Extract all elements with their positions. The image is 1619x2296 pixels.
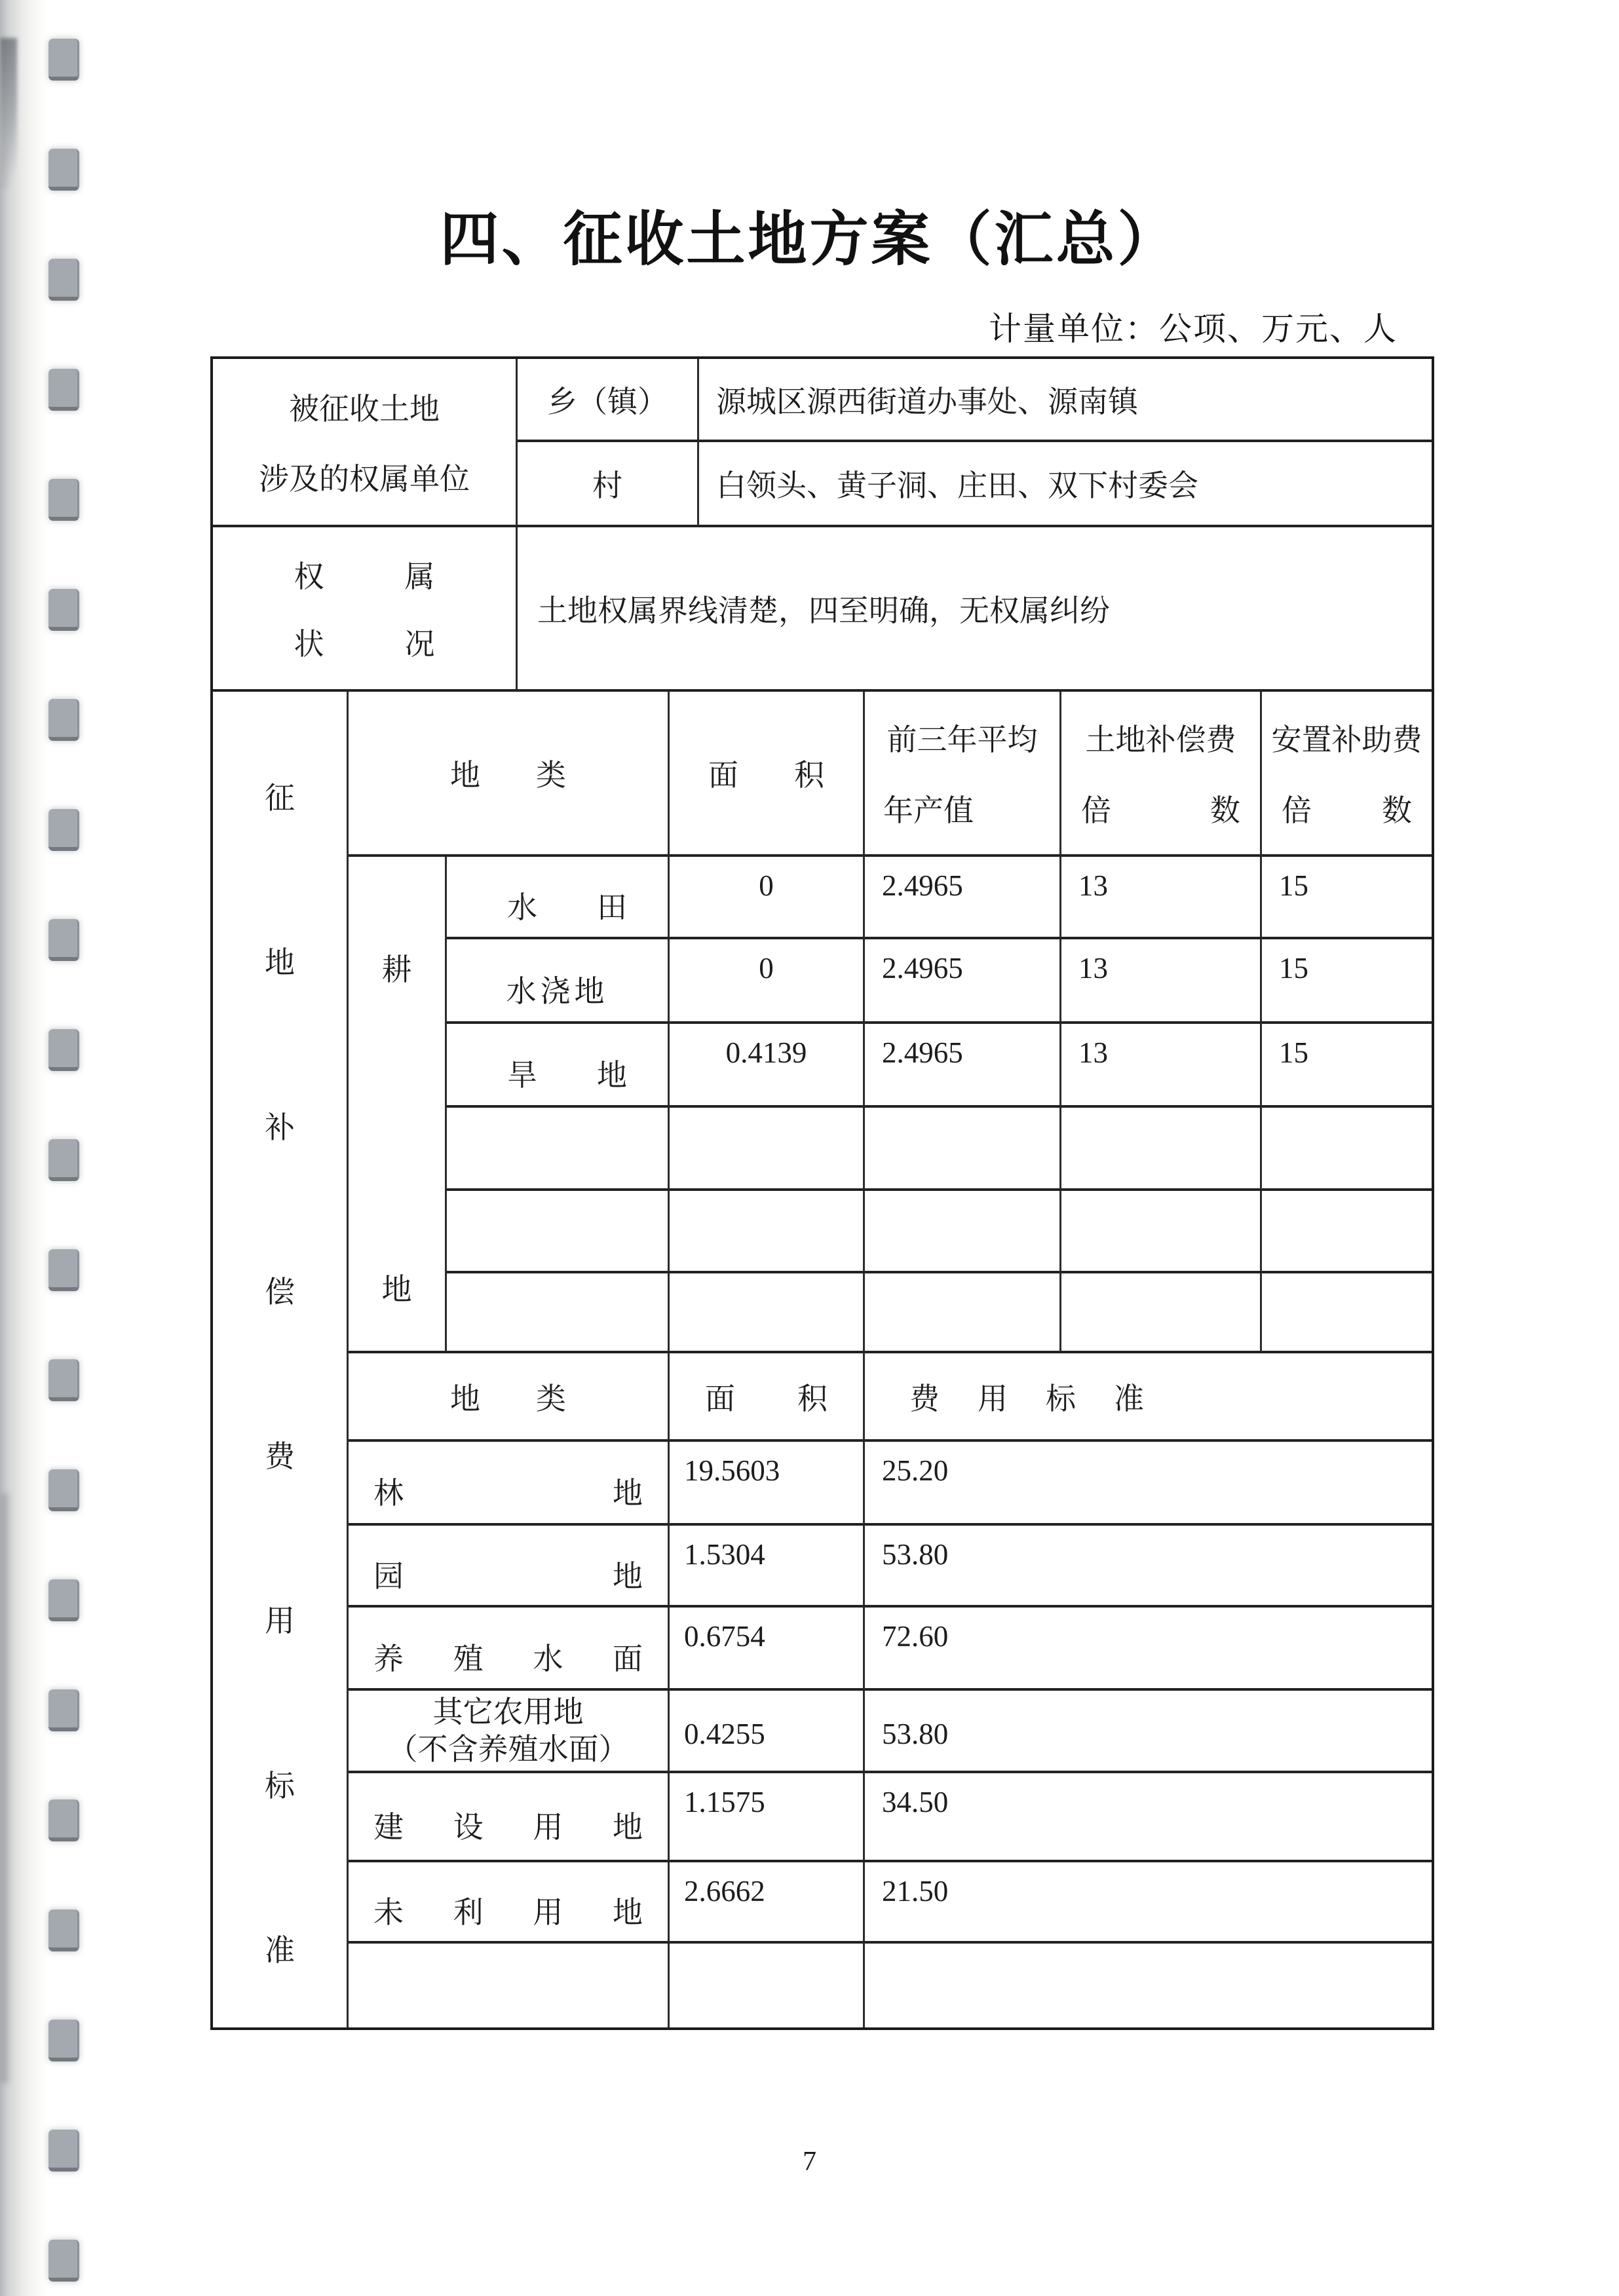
binder-hole [48,1249,79,1291]
binder-hole [48,1469,79,1511]
header-resettle-cell [1262,692,1432,857]
fee-row-empty-label [349,1944,670,2027]
spine-label-cell [213,692,349,2027]
fee-row-forest-fee: 25.20 [865,1442,1432,1526]
land-acquisition-summary-table [210,356,1434,2030]
empty-row-2-type [447,1191,670,1273]
empty-row-3-resettle-multiple [1262,1273,1432,1353]
row-dry-land-multiple: 13 [1061,1024,1262,1108]
fee-row-other-agri-fee: 53.80 [865,1691,1432,1773]
tenure-status-line2: 状 况 [294,628,435,662]
tenure-status-value-cell [518,527,1432,692]
header-land-type-cell [349,692,670,857]
tenure-status-value: 土地权属界线清楚，四至明确，无权属纠纷 [537,593,1110,628]
empty-row-2-resettle-multiple [1262,1191,1432,1273]
cultivated-char: 地 [381,1273,412,1306]
header-avg-output-line1: 前三年平均 [886,723,1038,757]
binder-hole [48,2020,79,2061]
binder-hole [48,919,79,961]
fee-header-land-type: 地 类 [450,1382,566,1416]
fee-row-construction-fee: 34.50 [865,1773,1432,1862]
fee-header-standard-cell [865,1353,1432,1442]
spine-char: 偿 [265,1275,295,1309]
empty-row-3-type [447,1273,670,1353]
binder-hole [48,1910,79,1951]
header-avg-output-cell [865,692,1061,857]
empty-row-2-output [865,1191,1061,1273]
empty-row-3-land-multiple [1061,1273,1262,1353]
multiple-right-char: 数 [1382,794,1412,827]
fee-row-unused-label: 未 利 用 地 [373,1896,643,1929]
fee-row-unused-label-cell [349,1862,670,1944]
row-dry-label: 旱 地 [507,1059,627,1092]
multiple-right-char: 数 [1210,794,1240,827]
fee-row-other-agri-label-line2: （不含养殖水面） [387,1733,629,1766]
fee-row-forest-area: 19.5603 [670,1442,865,1526]
cultivated-char: 耕 [381,953,412,987]
row-paddy-output: 2.4965 [865,857,1061,939]
fee-row-orchard-label: 园 地 [373,1559,643,1593]
empty-row-1-land-multiple [1061,1108,1262,1191]
ownership-subject-line2: 涉及的权属单位 [259,462,470,496]
empty-row-2-area [670,1191,865,1273]
row-dry-label-cell [447,1024,670,1108]
row-paddy-label: 水 田 [507,891,627,924]
fee-row-orchard-fee: 53.80 [865,1526,1432,1608]
header-area: 面 积 [708,759,824,792]
fee-row-other-agri-label-line1: 其它农用地 [432,1695,584,1729]
header-avg-output-line2: 年产值 [883,794,974,827]
binder-hole [48,1799,79,1841]
fee-row-construction-label-cell [349,1773,670,1862]
page-number: 7 [803,2147,816,2177]
measurement-unit-note: 计量单位：公项、万元、人 [989,311,1398,347]
row-irrigated-label: 水浇地 [506,974,609,1008]
tenure-status-line1: 权 属 [294,559,435,593]
fee-row-forest-label-cell [349,1442,670,1526]
ownership-subject-line1: 被征收土地 [289,392,440,426]
fee-row-aquaculture-label: 养 殖 水 面 [373,1642,643,1676]
row-irrigated-label-cell [447,939,670,1024]
tenure-status-label-cell [213,527,518,692]
fee-header-area-cell [670,1353,865,1442]
header-resettle-title: 安置补助费 [1271,723,1422,757]
village-label-cell [518,442,699,527]
scan-smudge-bottom [0,1494,12,2083]
township-value-cell [699,359,1432,442]
header-land-comp-multiple [1061,787,1260,830]
header-land-comp-cell [1061,692,1262,857]
row-paddy-label-cell [447,857,670,939]
ownership-section [213,359,1432,692]
township-label: 乡（镇） [547,385,668,419]
row-irrigated-land-multiple: 13 [1061,939,1262,1024]
multiple-left-char: 倍 [1282,794,1312,827]
row-paddy-resettle-multiple: 15 [1262,857,1432,939]
binder-hole [48,1029,79,1071]
spine-char: 地 [265,946,295,980]
binder-hole [48,699,79,741]
spine-char: 补 [265,1110,295,1144]
row-dry-area: 0.4139 [670,1024,865,1108]
village-value-cell [699,442,1432,527]
binder-hole [48,1689,79,1731]
fee-row-construction-area: 1.1575 [670,1773,865,1862]
fee-row-aquaculture-area: 0.6754 [670,1608,865,1691]
fee-row-other-agri-label-cell [349,1691,670,1773]
fee-header-area: 面 积 [705,1382,828,1416]
fee-row-aquaculture-fee: 72.60 [865,1608,1432,1691]
binder-hole [48,479,79,521]
header-land-comp-title: 土地补偿费 [1085,723,1236,757]
empty-row-1-resettle-multiple [1262,1108,1432,1191]
empty-row-2-land-multiple [1061,1191,1262,1273]
row-paddy-area: 0 [670,857,865,939]
empty-row-1-type [447,1108,670,1191]
binder-hole [48,1359,79,1401]
binder-hole [48,809,79,851]
binder-hole [48,39,79,81]
empty-row-1-output [865,1108,1061,1191]
spine-char: 标 [265,1769,295,1803]
multiple-left-char: 倍 [1081,794,1111,827]
empty-row-1-area [670,1108,865,1191]
village-value: 白领头、黄子洞、庄田、双下村委会 [716,469,1198,502]
fee-row-aquaculture-label-cell [349,1608,670,1691]
fee-row-other-agri-area: 0.4255 [670,1691,865,1773]
binder-hole [48,1139,79,1181]
fee-row-unused-fee: 21.50 [865,1862,1432,1944]
empty-row-3-area [670,1273,865,1353]
spine-char: 征 [265,781,295,815]
township-label-cell [518,359,699,442]
fee-row-empty-area [670,1944,865,2027]
empty-row-3-output [865,1273,1061,1353]
fee-row-orchard-label-cell [349,1526,670,1608]
township-value: 源城区源西街道办事处、源南镇 [716,385,1138,419]
row-dry-resettle-multiple: 15 [1262,1024,1432,1108]
binder-hole [48,2240,79,2282]
header-land-type: 地 类 [450,759,566,792]
row-dry-output: 2.4965 [865,1024,1061,1108]
spine-char: 准 [265,1933,295,1967]
cultivated-land-group-cell [349,857,447,1353]
village-label: 村 [592,469,622,502]
fee-row-forest-label: 林 地 [373,1477,643,1510]
row-irrigated-resettle-multiple: 15 [1262,939,1432,1024]
fee-header-land-type-cell [349,1353,670,1442]
spine-char: 用 [265,1604,295,1638]
fee-row-unused-area: 2.6662 [670,1862,865,1944]
fee-row-empty-fee [865,1944,1432,2027]
header-resettle-multiple [1262,787,1432,830]
binder-hole [48,589,79,631]
scan-smudge-top [0,38,17,189]
fee-row-construction-label: 建 设 用 地 [373,1811,643,1844]
compensation-section [213,692,1432,2027]
fee-header-standard: 费 用 标 准 [909,1382,1144,1416]
binder-hole [48,1579,79,1621]
page-title: 四、征收土地方案（汇总） [440,207,1179,273]
binder-hole [48,369,79,411]
ownership-subject-label-cell [213,359,518,527]
row-irrigated-area: 0 [670,939,865,1024]
spine-char: 费 [265,1440,295,1474]
binder-hole [48,149,79,191]
row-paddy-land-multiple: 13 [1061,857,1262,939]
header-area-cell [670,692,865,857]
row-irrigated-output: 2.4965 [865,939,1061,1024]
fee-row-orchard-area: 1.5304 [670,1526,865,1608]
